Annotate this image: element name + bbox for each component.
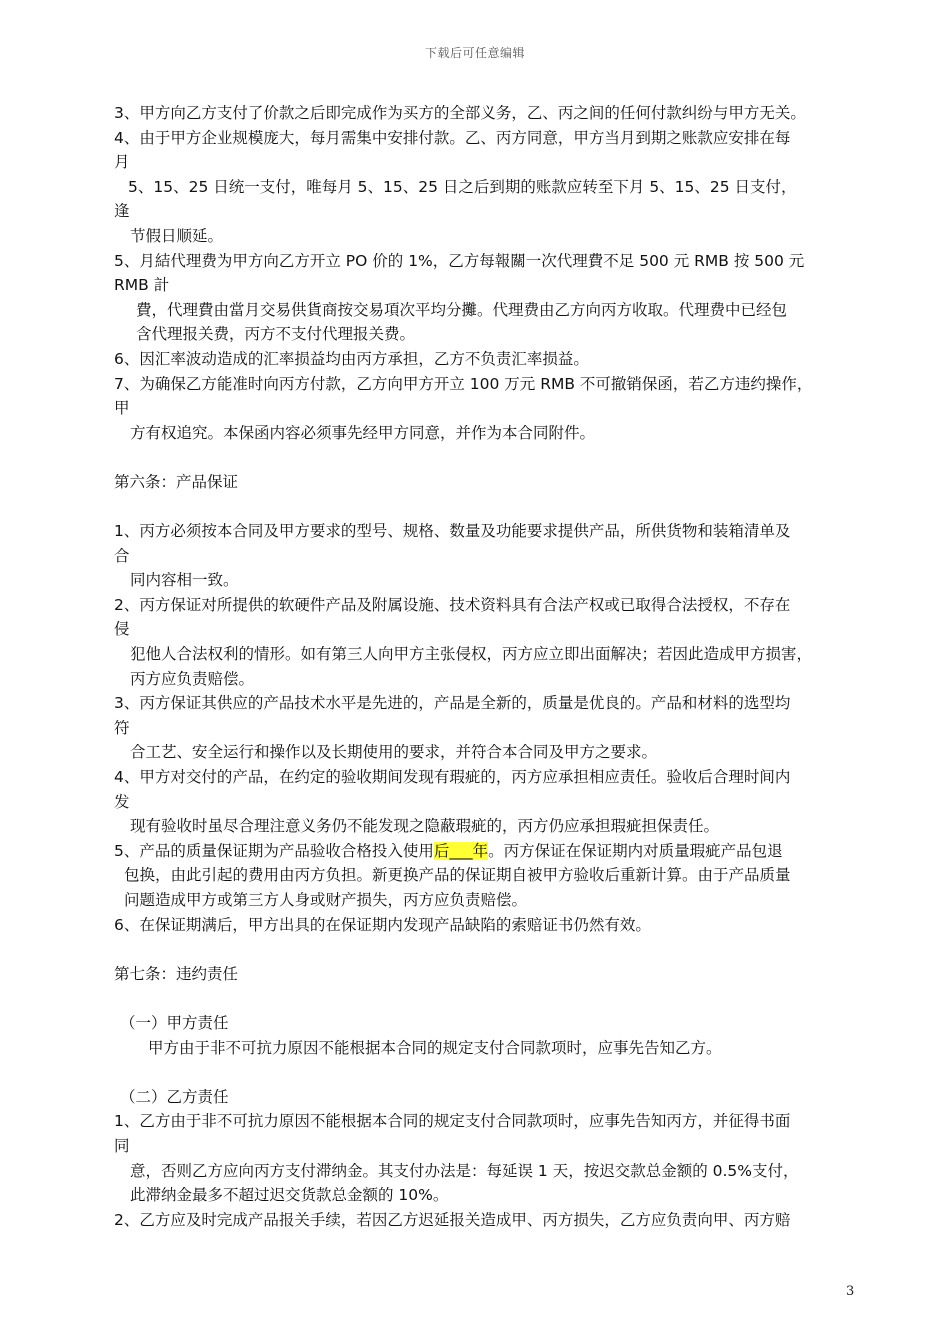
text-line: 2、丙方保证对所提供的软硬件产品及附属设施、技术资料具有合法产权或已取得合法授权，不存在: [114, 595, 791, 614]
text-line: 现有验收时虽尽合理注意义务仍不能发现之隐蔽瑕疵的，丙方仍应承担瑕疵担保责任。: [130, 817, 720, 836]
text-line: [114, 839, 866, 864]
text-line: 方有权追究。本保函内容必须事先经甲方同意，并作为本合同附件。: [130, 423, 596, 442]
text-line: 意，否则乙方应向丙方支付滞纳金。其支付办法是：每延误 1 天，按迟交款总金额的 0.5%支付，: [130, 1161, 799, 1180]
text-line: 合: [114, 546, 130, 565]
text-line: 节假日顺延。: [130, 226, 224, 245]
text-line: 3、甲方向乙方支付了价款之后即完成作为买方的全部义务，乙、丙之间的任何付款纠纷与甲方无关。: [114, 104, 806, 122]
text-line: 此滞纳金最多不超过迟交货款总金额的 10%。: [130, 1186, 449, 1205]
text-line: 丙方应负责赔偿。: [130, 669, 255, 688]
text-line: 包换，由此引起的费用由丙方负担。新更换产品的保证期自被甲方验收后重新计算。由于产品质量: [124, 866, 791, 885]
document-body: [114, 101, 866, 1232]
text-line: 7、为确保乙方能准时向丙方付款，乙方向甲方开立 100 万元 RMB 不可撤销保函，若乙方违约操作，: [114, 374, 813, 393]
page-header: 下载后可任意编辑: [424, 46, 525, 60]
text-line: RMB 計: [114, 276, 170, 295]
text-line: 6、因汇率波动造成的汇率损益均由丙方承担，乙方不负责汇率损益。: [114, 349, 589, 368]
subsection-heading: （二）乙方责任: [120, 1087, 229, 1106]
text-line: 2、乙方应及时完成产品报关手续，若因乙方迟延报关造成甲、丙方损失，乙方应负责向甲、丙方赔: [114, 1210, 791, 1229]
text-line: 4、由于甲方企业规模庞大，每月需集中安排付款。乙、丙方同意，甲方当月到期之账款应安排在每: [114, 128, 791, 147]
text-line: 逢: [114, 202, 130, 221]
text-line: 1、丙方必须按本合同及甲方要求的型号、规格、数量及功能要求提供产品，所供货物和装箱清单及: [114, 522, 791, 541]
text-line: 问题造成甲方或第三方人身或财产损失，丙方应负责赔偿。: [124, 891, 528, 909]
text-line: 同内容相一致。: [130, 571, 239, 590]
text-line: 同: [114, 1136, 130, 1155]
page-number: 3: [846, 1284, 855, 1299]
section-heading: 第六条：产品保证: [114, 472, 239, 491]
text-line: 符: [114, 718, 130, 737]
text-segment: 5、产品的质量保证期为产品验收合格投入使用: [114, 841, 434, 860]
text-line: 1、乙方由于非不可抗力原因不能根据本合同的规定支付合同款项时，应事先告知丙方，并征得书面: [114, 1112, 791, 1131]
text-line: 4、甲方对交付的产品，在约定的验收期间发现有瑕疵的，丙方应承担相应责任。验收后合理时间内: [114, 768, 791, 787]
text-line: 6、在保证期满后，甲方出具的在保证期内发现产品缺陷的索赔证书仍然有效。: [114, 915, 651, 934]
text-line: 合工艺、安全运行和操作以及长期使用的要求，并符合本合同及甲方之要求。: [130, 743, 658, 762]
text-line: 含代理报关费，丙方不支付代理报关费。: [136, 325, 416, 344]
text-line: 月: [114, 153, 130, 172]
text-line: 5、15、25 日统一支付，唯每月 5、15、25 日之后到期的账款应转至下月 5、15、25 日支付，: [128, 177, 797, 196]
text-line: 甲方由于非不可抗力原因不能根据本合同的规定支付合同款项时，应事先告知乙方。: [148, 1038, 722, 1057]
text-line: 侵: [114, 620, 130, 639]
text-line: 費，代理費由當月交易供貨商按交易項次平均分攤。代理费由乙方向丙方收取。代理费中已经包: [136, 300, 788, 319]
text-line: 犯他人合法权利的情形。如有第三人向甲方主张侵权，丙方应立即出面解决；若因此造成甲方损害，: [130, 645, 813, 664]
text-line: 3、丙方保证其供应的产品技术水平是先进的，产品是全新的，质量是优良的。产品和材料的选型均: [114, 694, 791, 713]
text-line: 甲: [114, 399, 130, 418]
text-segment: 。丙方保证在保证期内对质量瑕疵产品包退: [488, 841, 783, 860]
subsection-heading: （一）甲方责任: [120, 1013, 229, 1032]
text-line: 发: [114, 792, 130, 811]
section-heading: 第七条：违约责任: [114, 964, 239, 983]
highlighted-blank: 后___年: [433, 841, 489, 860]
text-line: 5、月結代理费为甲方向乙方开立 PO 价的 1%，乙方每報關一次代理費不足 500 元 RMB 按 500 元: [114, 251, 805, 270]
